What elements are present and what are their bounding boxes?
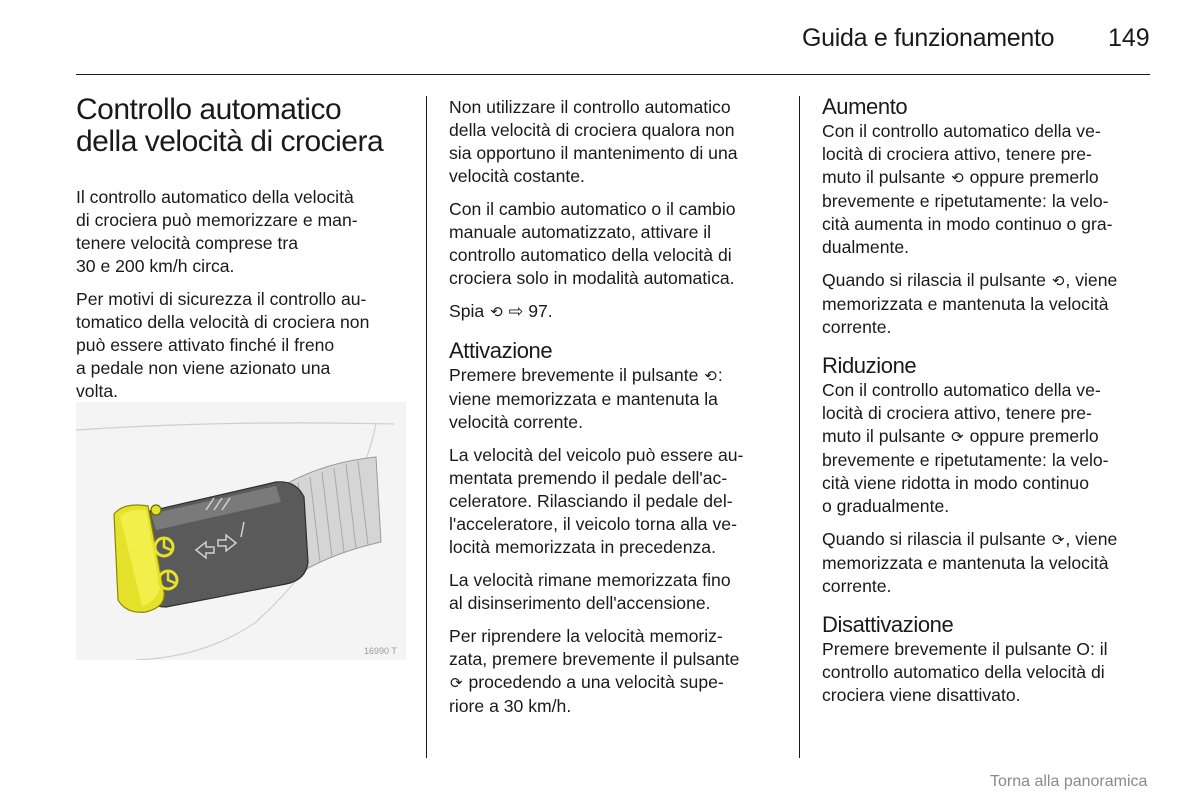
text-line: Non utilizzare il controllo automatico <box>449 97 731 117</box>
reduce-button-icon: ⟳ <box>450 675 463 692</box>
text-line: corrente. <box>822 576 892 596</box>
text-line: crociera solo in modalità automatica. <box>449 268 735 288</box>
text-line: al disinserimento dell'accensione. <box>449 593 711 613</box>
text-line: 30 e 200 km/h circa. <box>76 256 235 276</box>
column-3 <box>822 94 1157 717</box>
text-line: velocità costante. <box>449 166 585 186</box>
section-title: Guida e funzionamento <box>802 24 1055 52</box>
reduce-paragraph-1 <box>822 379 1157 518</box>
text-line: può essere attivato finché il freno <box>76 335 335 355</box>
text-line: memorizzata e mantenuta la velocità <box>822 553 1109 573</box>
text-line: corrente. <box>822 317 892 337</box>
heading-deactivation: Disattivazione <box>822 612 954 637</box>
text-line: Con il cambio automatico o il cambio <box>449 199 736 219</box>
heading-reduce: Riduzione <box>822 353 917 378</box>
text-line: locità memorizzata in precedenza. <box>449 537 716 557</box>
text-line: Per riprendere la velocità memoriz- <box>449 626 723 646</box>
text-line: cità aumenta in modo continuo o gra- <box>822 214 1113 234</box>
activation-paragraph-2 <box>449 444 784 559</box>
text-fragment: oppure premerlo <box>969 426 1099 446</box>
text-line: La velocità rimane memorizzata fino <box>449 570 731 590</box>
text-line: La velocità del veicolo può essere au- <box>449 445 744 465</box>
title-line: della velocità di crociera <box>76 125 384 158</box>
resume-button-icon: ⟲ <box>951 170 964 187</box>
text-line: tomatico della velocità di crociera non <box>76 312 370 332</box>
page-number: 149 <box>1108 24 1150 52</box>
increase-paragraph-1 <box>822 120 1157 259</box>
warning-paragraph <box>449 96 784 188</box>
gearbox-paragraph <box>449 198 784 290</box>
text-line: zata, premere brevemente il pulsante <box>449 649 740 669</box>
activation-paragraph-3 <box>449 569 784 615</box>
text-line <box>449 671 784 695</box>
page-reference-link[interactable]: 97. <box>528 301 553 321</box>
text-fragment: Quando si rilascia il pulsante <box>822 270 1046 290</box>
text-line: Il controllo automatico della velocità <box>76 187 354 207</box>
spia-label: Spia <box>449 301 485 321</box>
activation-paragraph-1 <box>449 364 784 434</box>
lever-end-button <box>151 505 161 515</box>
text-line: mentata premendo il pedale dell'ac- <box>449 468 728 488</box>
text-fragment: muto il pulsante <box>822 426 946 446</box>
reduce-button-icon: ⟳ <box>951 429 964 446</box>
spia-reference <box>449 300 784 324</box>
column-divider-2 <box>799 96 800 758</box>
text-line: locità di crociera attivo, tenere pre- <box>822 144 1092 164</box>
text-line: sia opportuno il mantenimento di una <box>449 143 738 163</box>
text-fragment: , viene <box>1065 529 1118 549</box>
page-reference-arrow-icon[interactable]: ⇨ <box>508 301 524 321</box>
increase-paragraph-2 <box>822 269 1157 339</box>
cruise-control-lever-illustration <box>76 402 406 660</box>
text-fragment: Quando si rilascia il pulsante <box>822 529 1046 549</box>
intro-paragraph <box>76 186 406 278</box>
lever-drawing <box>76 402 406 660</box>
text-line <box>822 166 1157 190</box>
text-line: viene memorizzata e mantenuta la <box>449 389 718 409</box>
text-line: tenere velocità comprese tra <box>76 233 298 253</box>
resume-button-icon: ⟲ <box>704 368 717 385</box>
text-line: di crociera può memorizzare e man- <box>76 210 358 230</box>
activation-paragraph-4 <box>449 625 784 718</box>
text-fragment: Premere brevemente il pulsante <box>449 365 699 385</box>
text-fragment: oppure premerlo <box>969 167 1099 187</box>
column-divider-1 <box>426 96 427 758</box>
reduce-button-icon: ⟳ <box>1051 532 1065 549</box>
text-line: cità viene ridotta in modo continuo <box>822 473 1089 493</box>
text-line: crociera viene disattivato. <box>822 685 1021 705</box>
text-line: brevemente e ripetutamente: la velo- <box>822 191 1109 211</box>
heading-activation: Attivazione <box>449 338 553 363</box>
text-line: controllo automatico della velocità di <box>822 662 1105 682</box>
text-line: dualmente. <box>822 237 910 257</box>
safety-paragraph <box>76 288 406 403</box>
text-line: l'acceleratore, il veicolo torna alla ve- <box>449 514 737 534</box>
cancel-button-icon: O <box>1076 639 1090 659</box>
text-line: memorizzata e mantenuta la velocità <box>822 294 1109 314</box>
text-line <box>449 364 784 388</box>
text-line: volta. <box>76 381 119 401</box>
column-2 <box>449 96 784 728</box>
text-line: Per motivi di sicurezza il controllo au- <box>76 289 367 309</box>
text-fragment: Premere brevemente il pulsante <box>822 639 1072 659</box>
text-fragment: procedendo a una velocità supe- <box>468 672 724 692</box>
heading-increase: Aumento <box>822 94 908 119</box>
text-line: celeratore. Rilasciando il pedale del- <box>449 491 733 511</box>
text-line: o gradualmente. <box>822 496 950 516</box>
dashboard-outline <box>76 423 394 430</box>
text-fragment: muto il pulsante <box>822 167 946 187</box>
text-line <box>822 638 1157 661</box>
text-line <box>822 528 1157 552</box>
reduce-paragraph-2 <box>822 528 1157 598</box>
text-line: riore a 30 km/h. <box>449 696 572 716</box>
page-title <box>76 94 406 158</box>
text-line: brevemente e ripetutamente: la velo- <box>822 450 1109 470</box>
text-fragment: : <box>717 365 723 385</box>
text-line: Con il controllo automatico della ve- <box>822 380 1101 400</box>
header-divider <box>76 74 1150 75</box>
text-fragment: : il <box>1089 639 1108 659</box>
text-line <box>822 425 1157 449</box>
title-line: Controllo automatico <box>76 93 342 126</box>
text-line: manuale automatizzato, attivare il <box>449 222 712 242</box>
text-line: Con il controllo automatico della ve- <box>822 121 1101 141</box>
text-line: velocità corrente. <box>449 412 583 432</box>
back-to-overview-link[interactable]: Torna alla panoramica <box>990 773 1148 790</box>
figure-code: 16990 T <box>364 646 397 656</box>
deactivation-paragraph <box>822 638 1157 707</box>
text-line <box>822 269 1157 293</box>
text-fragment: , viene <box>1065 270 1118 290</box>
text-line: locità di crociera attivo, tenere pre- <box>822 403 1092 423</box>
text-line: controllo automatico della velocità di <box>449 245 732 265</box>
column-1 <box>76 94 406 413</box>
resume-button-icon: ⟲ <box>1051 273 1065 290</box>
text-line: della velocità di crociera qualora non <box>449 120 735 140</box>
cruise-control-icon: ⟲ <box>490 304 503 321</box>
text-line: a pedale non viene azionato una <box>76 358 331 378</box>
